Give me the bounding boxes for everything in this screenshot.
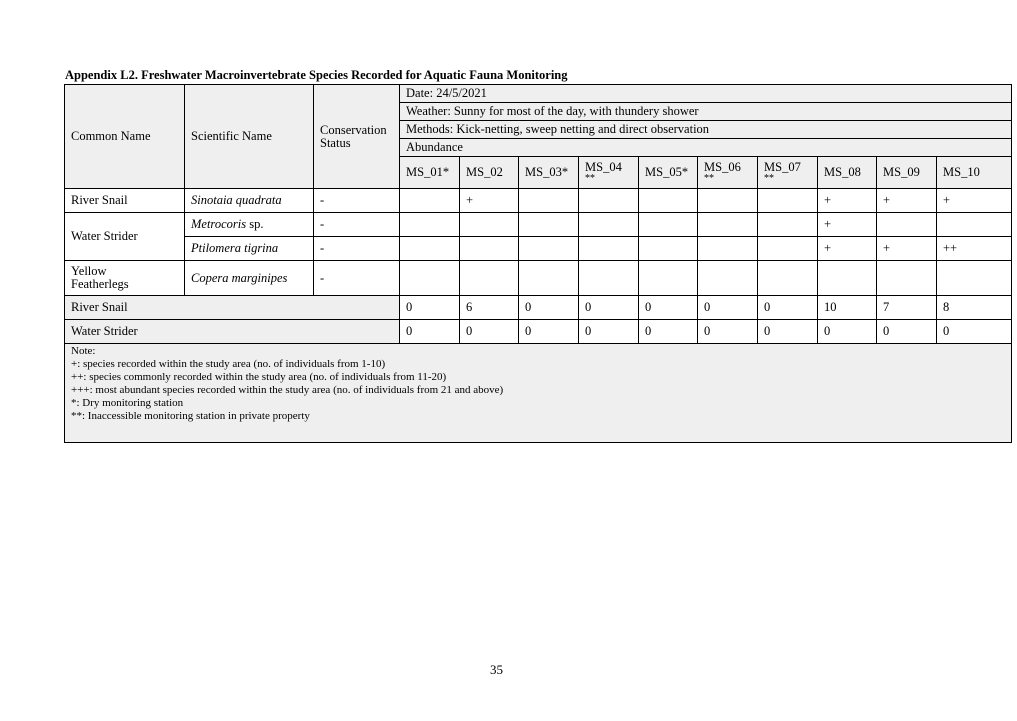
abundance-cell [758,189,818,213]
station-header: MS_04 ** [579,157,639,189]
status-cell: - [314,261,400,296]
abundance-cell: + [877,189,937,213]
total-value-cell: 0 [877,320,937,344]
total-value-cell: 0 [698,296,758,320]
abundance-cell [519,213,579,237]
table-row [65,237,1012,261]
table-row [65,261,1012,296]
abundance-cell [758,213,818,237]
abundance-cell [698,189,758,213]
total-row [65,320,1012,344]
common-name-cell: River Snail [65,189,185,213]
header-date: Date: 24/5/2021 [400,85,1012,103]
abundance-cell [698,261,758,296]
scientific-name-cell: Ptilomera tigrina [185,237,314,261]
abundance-cell [818,261,877,296]
species-table [64,84,1012,443]
total-value-cell: 10 [818,296,877,320]
station-header: MS_03* [519,157,579,189]
header-conservation-line2: Status [320,135,351,150]
station-header: MS_02 [460,157,519,189]
status-cell: - [314,213,400,237]
abundance-cell [639,261,698,296]
total-value-cell: 0 [639,320,698,344]
abundance-cell [937,213,1012,237]
total-value-cell: 0 [698,320,758,344]
station-header: MS_06 ** [698,157,758,189]
abundance-cell [519,261,579,296]
header-common-name: Common Name [65,85,185,189]
abundance-cell: + [937,189,1012,213]
abundance-cell [460,261,519,296]
header-abundance: Abundance [400,139,1012,157]
total-value-cell: 8 [937,296,1012,320]
total-value-cell: 0 [758,320,818,344]
abundance-cell [877,261,937,296]
abundance-cell [400,189,460,213]
common-name-cell: Water Strider [65,213,185,261]
total-value-cell: 0 [400,296,460,320]
abundance-cell [400,213,460,237]
abundance-cell [460,237,519,261]
abundance-cell: + [818,189,877,213]
total-name-cell: Water Strider [65,320,400,344]
total-value-cell: 0 [579,296,639,320]
abundance-cell [460,213,519,237]
status-cell: - [314,237,400,261]
total-value-cell: 0 [937,320,1012,344]
station-header: MS_05* [639,157,698,189]
total-value-cell: 0 [400,320,460,344]
abundance-cell [758,237,818,261]
note-line: +: species recorded within the study area (no. of individuals from 1-10) [71,358,386,370]
abundance-cell [579,237,639,261]
station-header: MS_10 [937,157,1012,189]
abundance-cell: + [460,189,519,213]
header-scientific-name: Scientific Name [185,85,314,189]
abundance-cell [698,237,758,261]
scientific-name-cell: Metrocoris sp. [185,213,314,237]
station-header: MS_01* [400,157,460,189]
abundance-cell [937,261,1012,296]
total-value-cell: 0 [519,296,579,320]
total-value-cell: 0 [460,320,519,344]
table-row [65,189,1012,213]
total-value-cell: 7 [877,296,937,320]
abundance-cell [877,213,937,237]
page-number: 35 [490,662,503,677]
abundance-cell [579,261,639,296]
station-header: MS_09 [877,157,937,189]
scientific-name-cell: Copera marginipes [185,261,314,296]
note-line: +++: most abundant species recorded within the study area (no. of individuals from 21 and above) [71,384,504,396]
total-value-cell: 0 [519,320,579,344]
total-row [65,296,1012,320]
table-caption: Appendix L2. Freshwater Macroinvertebrate Species Recorded for Aquatic Fauna Monitoring [65,68,568,82]
abundance-cell [400,261,460,296]
note-heading: Note: [71,345,96,357]
abundance-cell [758,261,818,296]
abundance-cell: ++ [937,237,1012,261]
abundance-cell [579,213,639,237]
header-weather: Weather: Sunny for most of the day, with thundery shower [400,103,1012,121]
abundance-cell [639,213,698,237]
note-line: *: Dry monitoring station [71,397,184,409]
station-header: MS_07 ** [758,157,818,189]
header-conservation-line1: Conservation [320,122,387,137]
header-methods: Methods: Kick-netting, sweep netting and direct observation [400,121,1012,139]
common-name-cell: Yellow Featherlegs [65,261,185,296]
abundance-cell [519,189,579,213]
abundance-cell [519,237,579,261]
abundance-cell: + [877,237,937,261]
abundance-cell [639,237,698,261]
abundance-cell [579,189,639,213]
total-value-cell: 0 [579,320,639,344]
abundance-cell: + [818,213,877,237]
abundance-cell [698,213,758,237]
note-line: ++: species commonly recorded within the study area (no. of individuals from 11-20) [71,371,447,383]
abundance-cell: + [818,237,877,261]
table-row [65,213,1012,237]
total-value-cell: 0 [639,296,698,320]
total-value-cell: 6 [460,296,519,320]
notes-cell [65,344,1012,443]
total-value-cell: 0 [818,320,877,344]
scientific-name-cell: Sinotaia quadrata [185,189,314,213]
header-conservation-status [314,85,400,189]
status-cell: - [314,189,400,213]
abundance-cell [400,237,460,261]
note-line: **: Inaccessible monitoring station in private property [71,410,310,422]
total-name-cell: River Snail [65,296,400,320]
total-value-cell: 0 [758,296,818,320]
station-header: MS_08 [818,157,877,189]
abundance-cell [639,189,698,213]
